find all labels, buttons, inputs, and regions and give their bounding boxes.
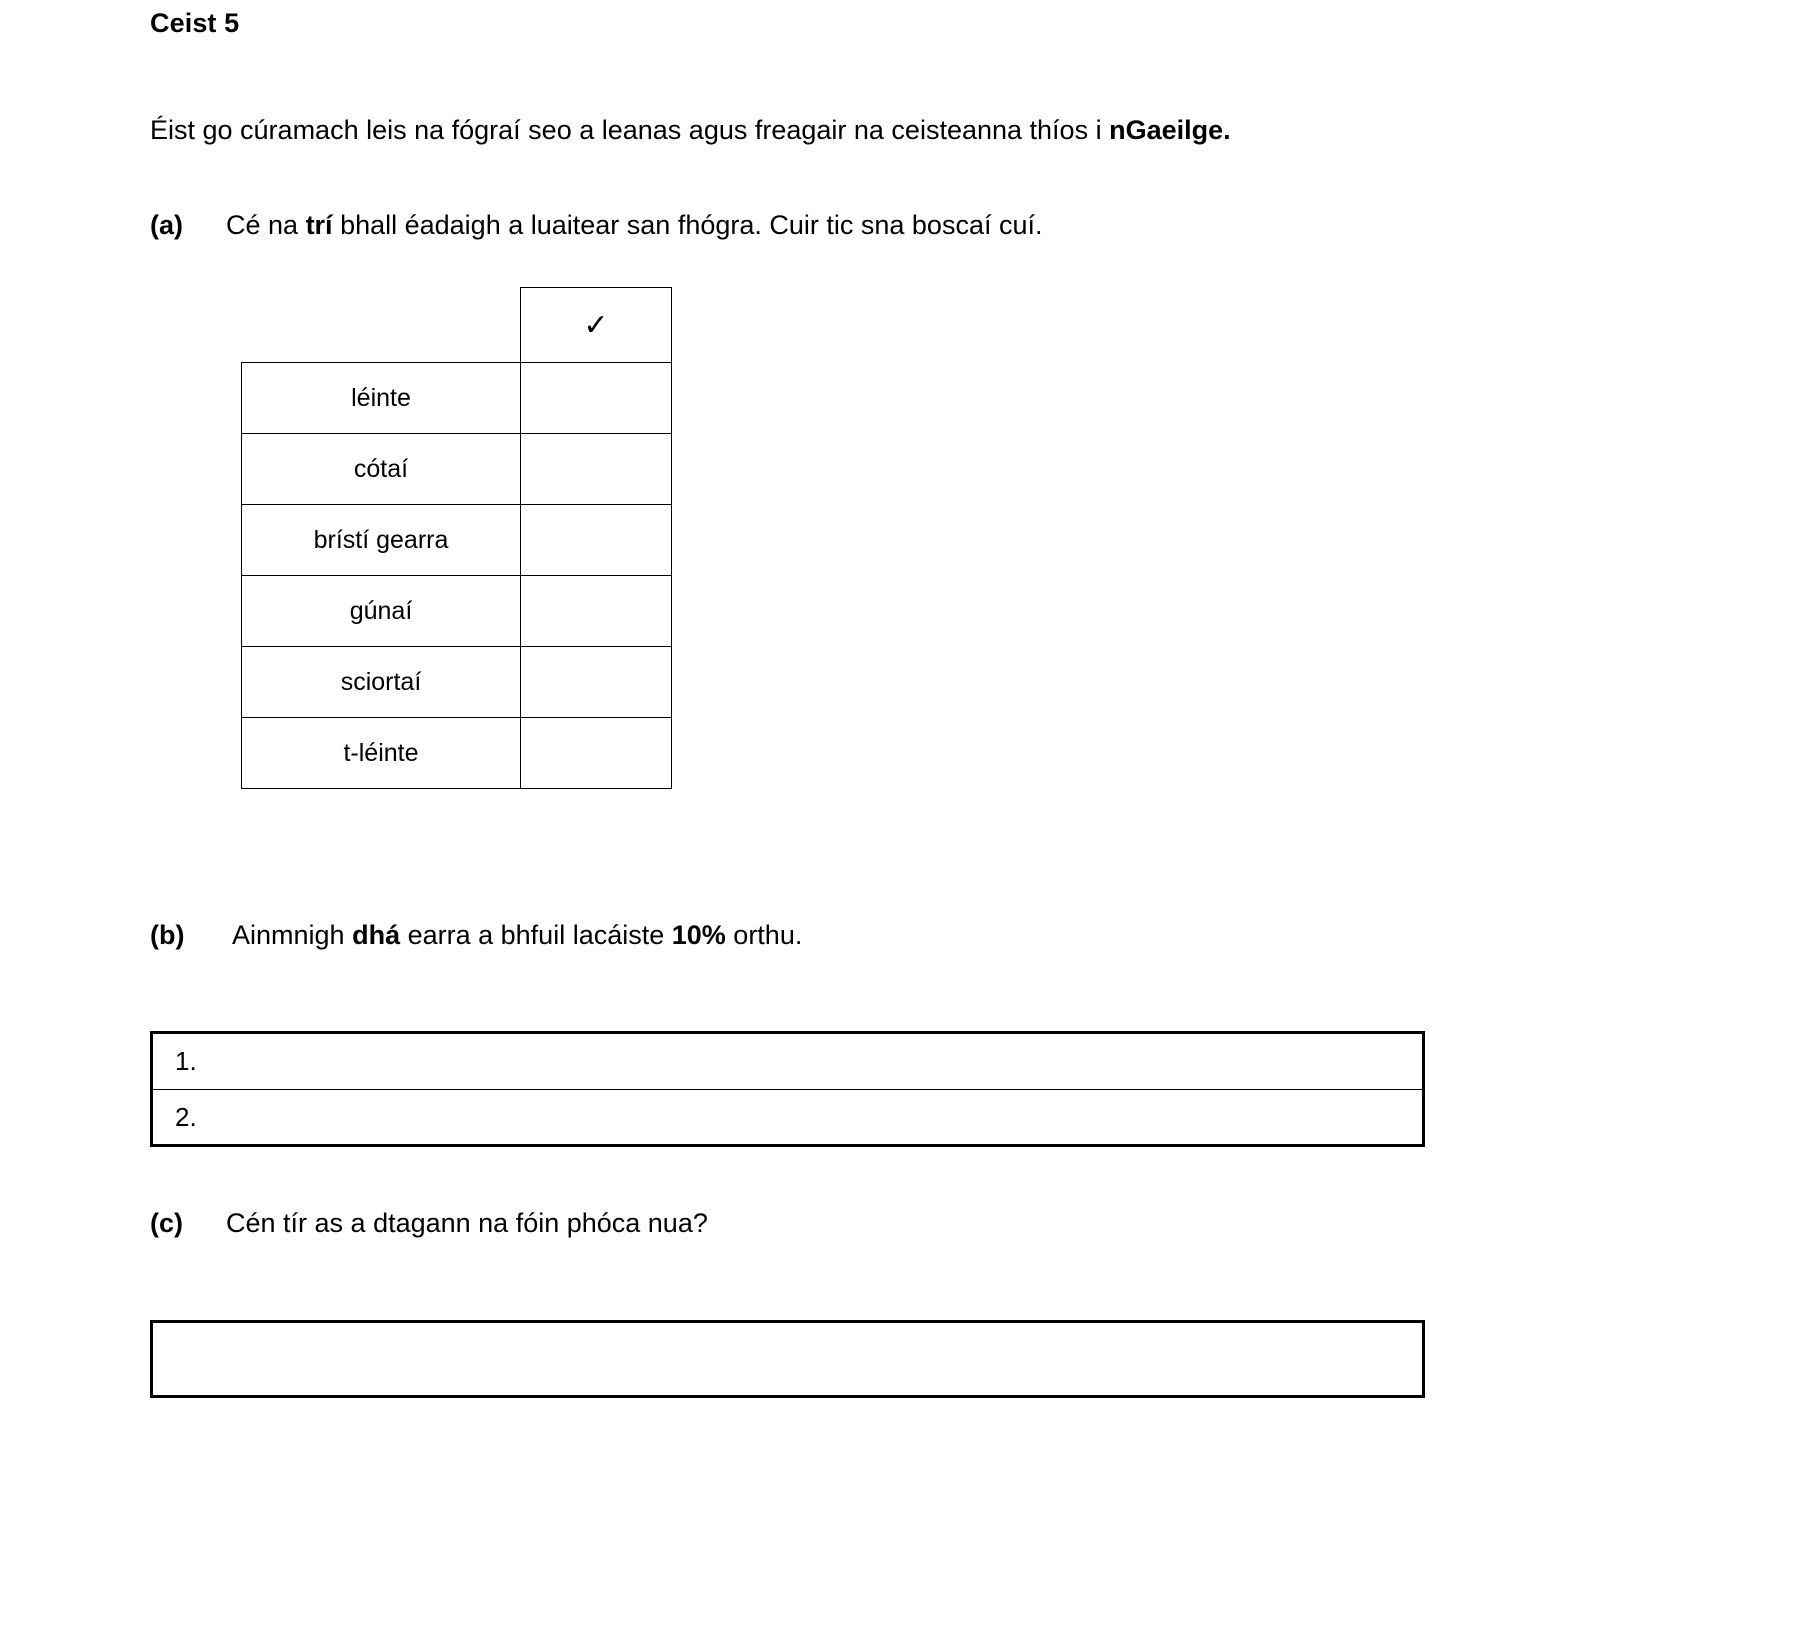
table-header-tick-icon: ✓ [521,288,672,363]
table-header-spacer [242,288,521,363]
instruction-text: Éist go cúramach leis na fógraí seo a leanas agus freagair na ceisteanna thíos i [150,115,1110,145]
table-item-label: cótaí [242,434,521,505]
tick-checkbox-cell[interactable] [521,363,672,434]
part-c-label: (c) [150,1208,183,1238]
part-a-text-2: bhall éadaigh a luaitear san fhógra. Cuir tic sna boscaí cuí. [332,210,1043,240]
table-item-label: gúnaí [242,576,521,647]
part-b-text-1: Ainmnigh [232,920,353,950]
instruction-emphasis: nGaeilge. [1109,115,1231,145]
table-item-label: brístí gearra [242,505,521,576]
part-a-prompt [150,210,1043,241]
tick-checkbox-cell[interactable] [521,505,672,576]
table-row [242,647,672,718]
table-item-label: t-léinte [242,718,521,789]
part-c-answer-box[interactable] [150,1320,1425,1398]
part-c-prompt [150,1208,708,1239]
table-row [242,505,672,576]
part-b-answer-line-2[interactable] [153,1089,1422,1144]
tick-checkbox-cell[interactable] [521,576,672,647]
part-b-emphasis-1: dhá [352,920,401,950]
part-c-text: Cén tír as a dtagann na fóin phóca nua? [226,1208,708,1238]
answer-number: 2. [175,1101,197,1132]
table-item-label: sciortaí [242,647,521,718]
part-b-prompt [150,920,802,951]
page-title: Ceist 5 [150,8,240,38]
table-row [242,363,672,434]
part-b-label: (b) [150,920,185,950]
instruction-line [150,115,1231,146]
table-row [242,434,672,505]
clothing-tick-table [241,287,672,789]
part-a-label: (a) [150,210,183,240]
answer-number: 1. [175,1046,197,1076]
tick-checkbox-cell[interactable] [521,718,672,789]
part-b-answer-box [150,1031,1425,1147]
table-item-label: léinte [242,363,521,434]
tick-checkbox-cell[interactable] [521,434,672,505]
part-b-text-2: earra a bhfuil lacáiste [400,920,672,950]
part-b-text-3: orthu. [725,920,803,950]
part-b-emphasis-2: 10% [671,920,726,950]
table-row [242,576,672,647]
tick-checkbox-cell[interactable] [521,647,672,718]
part-a-text-1: Cé na [226,210,306,240]
table-header-row [242,288,672,363]
part-a-emphasis: trí [305,210,333,240]
part-b-answer-line-1[interactable] [153,1034,1422,1089]
table-row [242,718,672,789]
